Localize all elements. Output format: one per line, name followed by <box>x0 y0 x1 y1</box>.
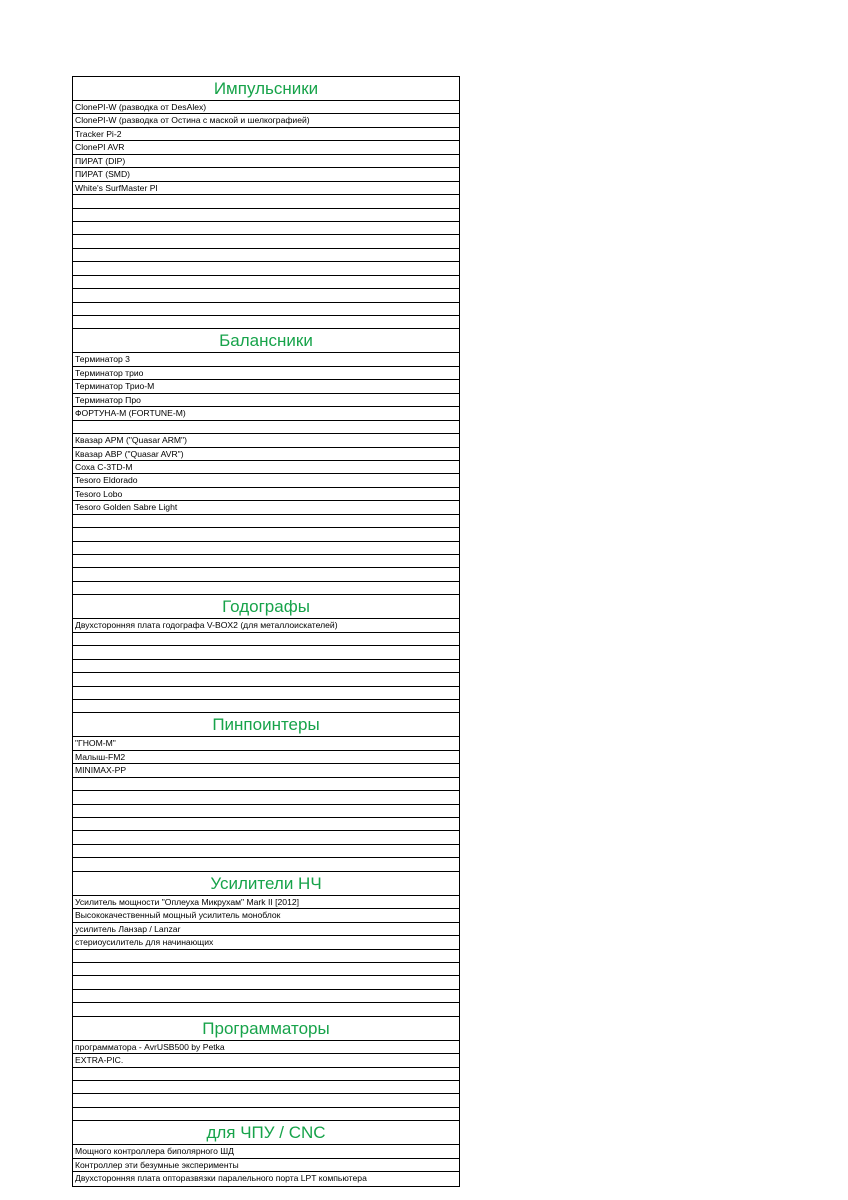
table-row <box>73 1003 459 1016</box>
table-row: ClonePI-W (разводка от Остина с маской и шелкографией) <box>73 114 459 127</box>
table-row <box>73 990 459 1003</box>
table-row: White's SurfMaster PI <box>73 182 459 195</box>
table-row <box>73 778 459 791</box>
table-row <box>73 209 459 222</box>
table-row <box>73 950 459 963</box>
table-row <box>73 1081 459 1094</box>
table-row <box>73 646 459 659</box>
table-row <box>73 976 459 989</box>
table-row: Двухсторонняя плата опторазвязки паралельного порта LPT компьютера <box>75 1173 367 1184</box>
table-row <box>73 818 459 831</box>
section <box>73 329 459 595</box>
table-row <box>73 289 459 302</box>
table-row: стериоусилитель для начинающих <box>73 936 459 949</box>
table-row: Tesoro Golden Sabre Light <box>73 501 459 514</box>
section-title: Балансники <box>73 329 459 353</box>
table-row <box>73 1068 459 1081</box>
section-title: для ЧПУ / CNC <box>73 1121 459 1145</box>
table-row: ClonePI-W (разводка от DesAlex) <box>73 101 459 114</box>
table-row <box>73 276 459 289</box>
table-row <box>73 528 459 541</box>
table-row <box>73 633 459 646</box>
table-row <box>73 515 459 528</box>
table-row <box>73 303 459 316</box>
table-row: ФОРТУНА-М (FORTUNE-M) <box>73 407 459 420</box>
table-row <box>73 235 459 248</box>
table-row: Квазар АРМ ("Quasar ARM") <box>73 434 459 447</box>
table-row <box>73 660 459 673</box>
table-row: ПИРАТ (DIP) <box>73 155 459 168</box>
table-row <box>73 542 459 555</box>
table-row <box>73 831 459 844</box>
table-row <box>73 1094 459 1107</box>
table-row <box>73 262 459 275</box>
section <box>73 1017 459 1122</box>
table-row: Высококачественный мощный усилитель моноблок <box>73 909 459 922</box>
section <box>73 77 459 329</box>
table-row <box>73 858 459 871</box>
table-row <box>73 805 459 818</box>
table-row: "ГНОМ-М" <box>73 737 459 750</box>
table-row <box>73 1108 459 1121</box>
section <box>73 872 459 1017</box>
section-title: Импульсники <box>73 77 459 101</box>
table-row: Усилитель мощности "Оплеуха Микрухам" Mark II [2012] <box>73 896 459 909</box>
table-row: Соха С-3TD-M <box>73 461 459 474</box>
table-row <box>73 555 459 568</box>
spreadsheet-table <box>72 76 460 1187</box>
section <box>73 1121 459 1185</box>
table-row: EXTRA-PIC. <box>73 1054 459 1067</box>
table-row: Двухсторонняя плата годографа V-BOX2 (для металлоискателей) <box>73 619 459 632</box>
table-row: Контроллер эти безумные эксперименты <box>73 1159 459 1172</box>
table-row: Терминатор Про <box>73 394 459 407</box>
section-title: Пинпоинтеры <box>73 713 459 737</box>
table-row <box>73 963 459 976</box>
table-row: усилитель Ланзар / Lanzar <box>73 923 459 936</box>
table-row <box>73 568 459 581</box>
section-title: Программаторы <box>73 1017 459 1041</box>
section-title: Усилители НЧ <box>73 872 459 896</box>
table-row: программатора - AvrUSB500 by Petka <box>73 1041 459 1054</box>
table-row: Квазар АВР ("Quasar AVR") <box>73 448 459 461</box>
table-row: Терминатор трио <box>73 367 459 380</box>
table-row <box>73 421 459 434</box>
table-row <box>73 222 459 235</box>
table-row <box>73 791 459 804</box>
section <box>73 595 459 713</box>
table-row <box>73 582 459 595</box>
table-row: MINIMAX-PP <box>73 764 459 777</box>
table-row <box>73 687 459 700</box>
table-row: Tracker Pi-2 <box>73 128 459 141</box>
table-row: Мощного контроллера биполярного ШД <box>73 1145 459 1158</box>
table-row: ПИРАТ (SMD) <box>73 168 459 181</box>
table-row <box>73 673 459 686</box>
table-row <box>73 700 459 713</box>
table-row: ClonePI AVR <box>73 141 459 154</box>
table-row <box>73 845 459 858</box>
table-row: Терминатор 3 <box>73 353 459 366</box>
table-row: Tesoro Eldorado <box>73 474 459 487</box>
section-title: Годографы <box>73 595 459 619</box>
table-row <box>73 316 459 329</box>
table-row: Малыш-FM2 <box>73 751 459 764</box>
table-row: Tesoro Lobo <box>73 488 459 501</box>
table-row <box>73 249 459 262</box>
table-row <box>73 195 459 208</box>
section <box>73 713 459 871</box>
table-row: Терминатор Трио-М <box>73 380 459 393</box>
